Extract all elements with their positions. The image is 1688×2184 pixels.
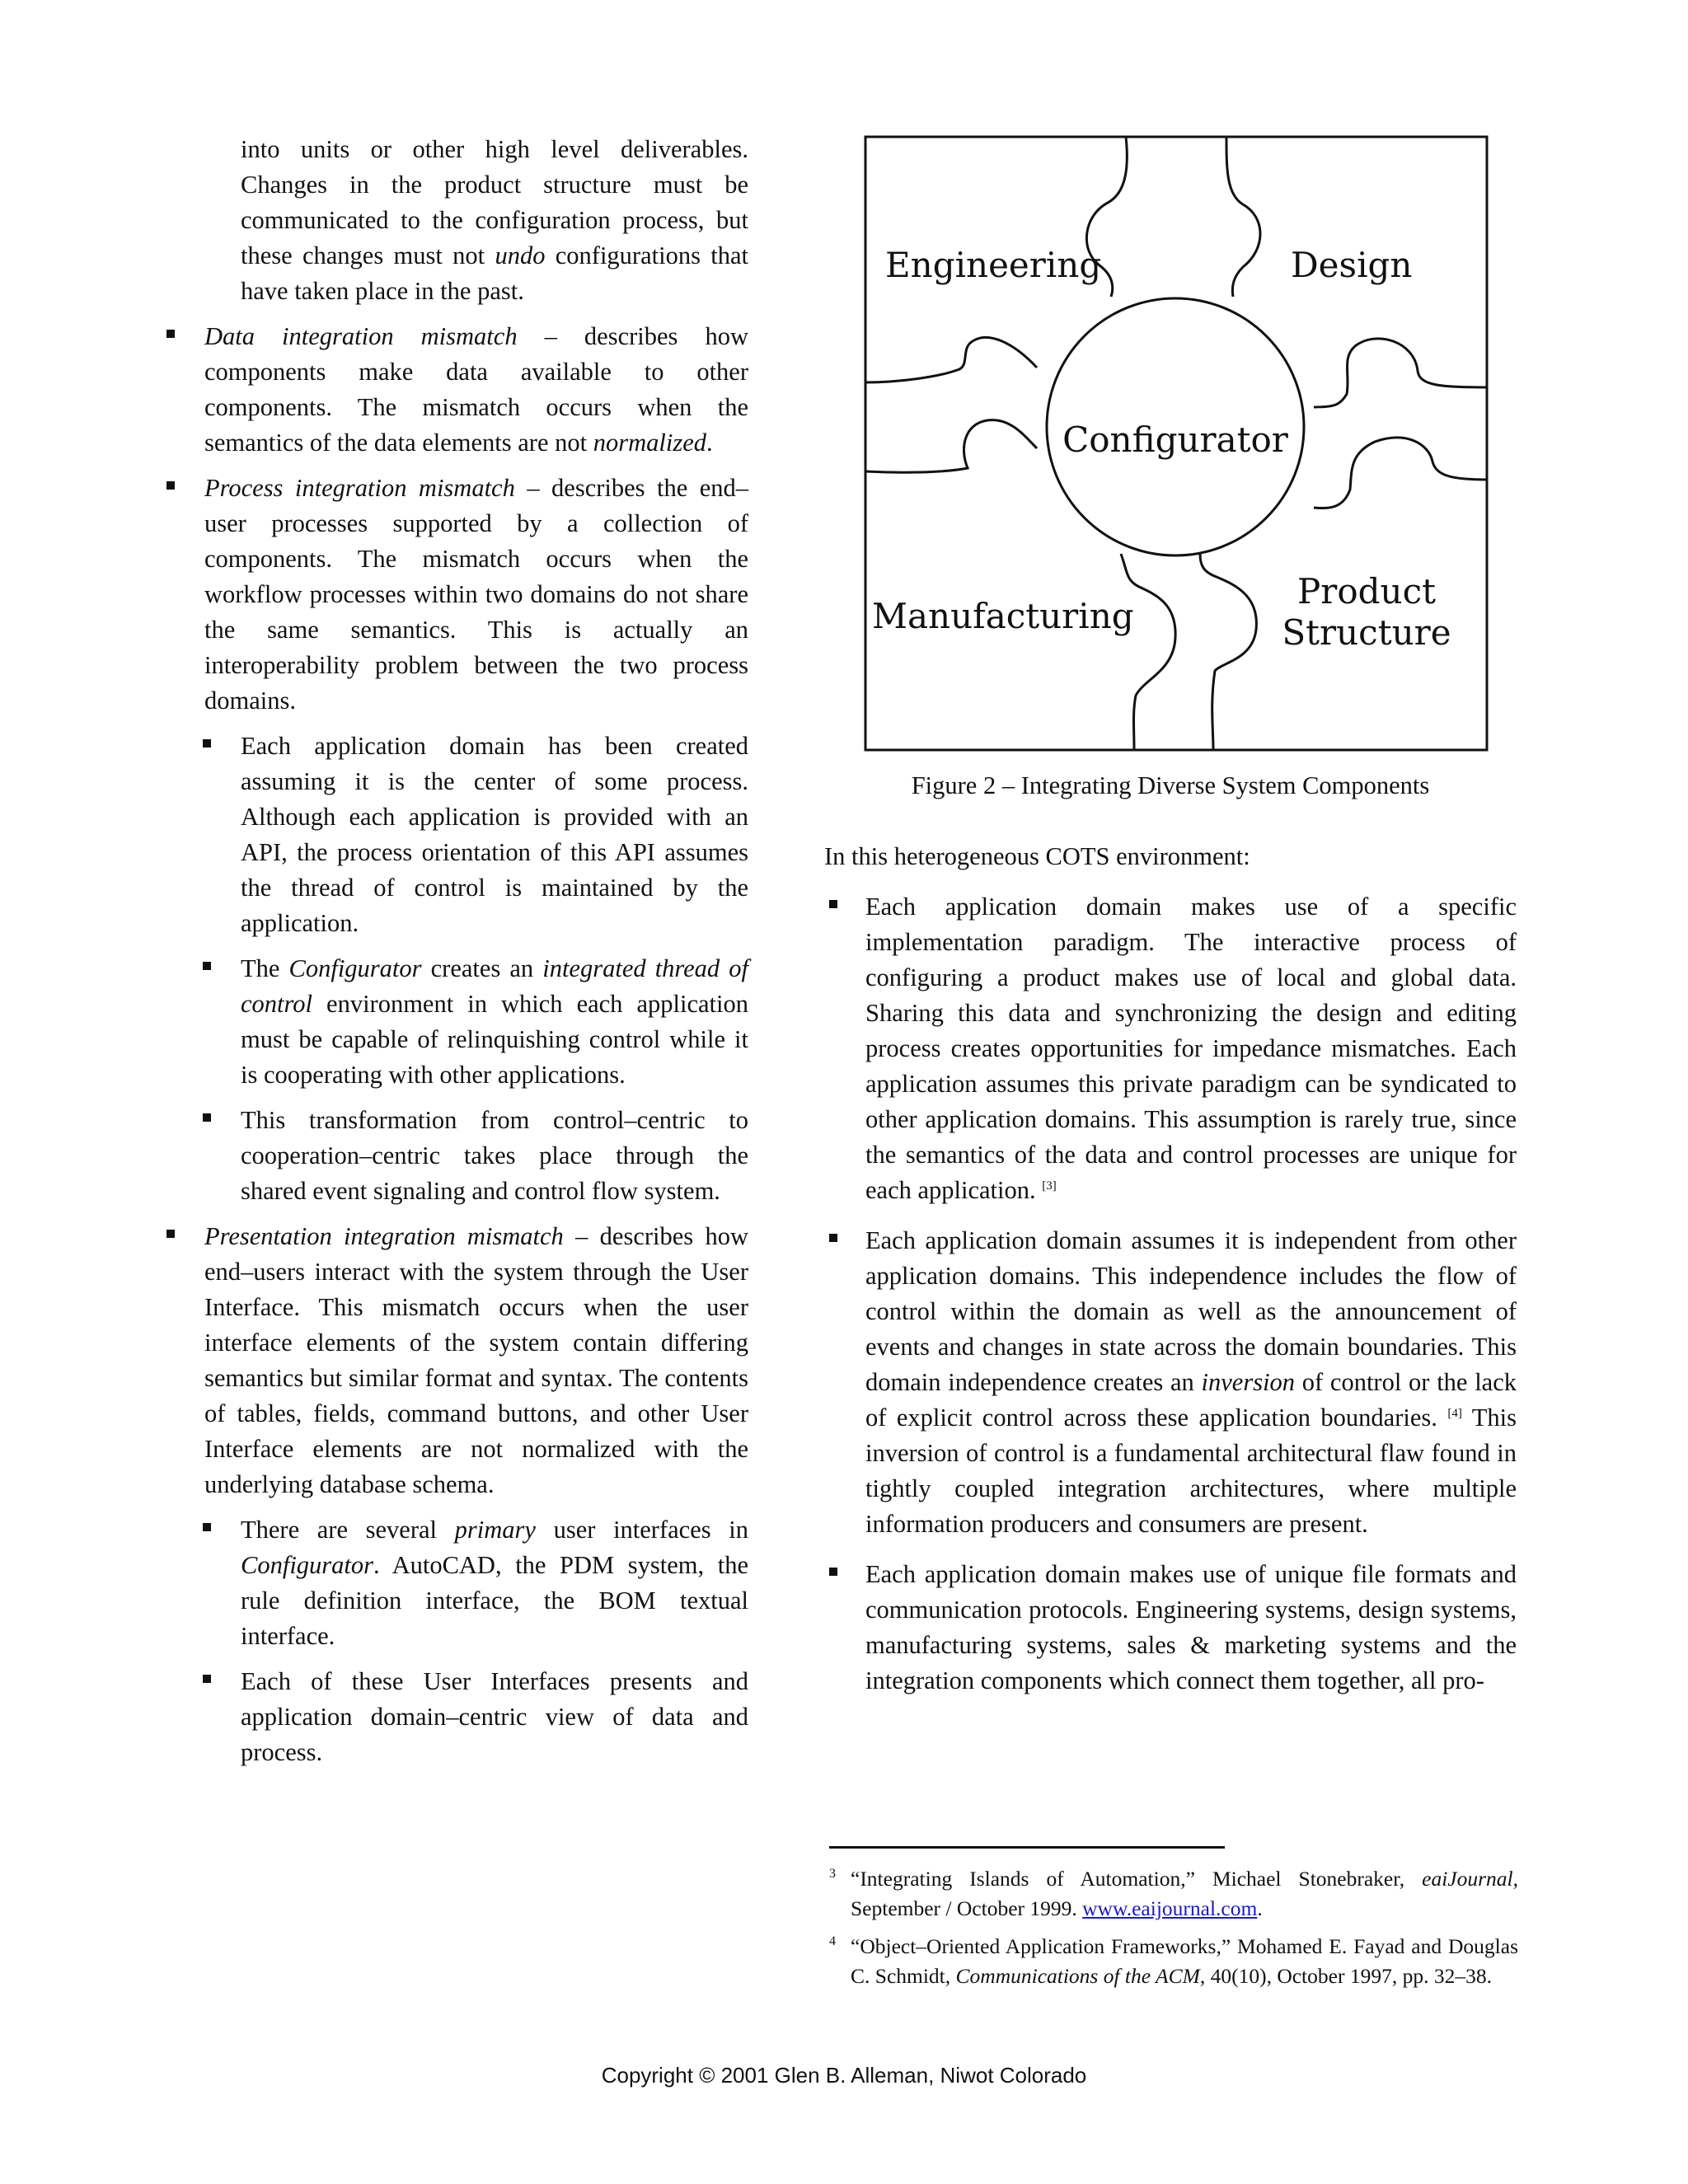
list-item: Each application domain assumes it is independent from other application domains. This independence includes the flow of control within the domain as well as the announcement of events and changes in state across the domain boundaries. This domain independence creates an inversion of control or the lack of explicit control across these application boundaries. [4] This inversion of control is a fundamental architectural flaw found in tightly coupled integration architectures, where multiple information producers and consumers are present. (824, 1223, 1517, 1542)
list-item: Presentation integration mismatch – describes how end–users interact with the system through the User Interface. This mismatch occurs when the user interface elements of the system contain differing semantics but similar format and syntax. The contents of tables, fields, command buttons, and other User Interface elements are not normalized with the underlying database schema. (162, 1219, 748, 1502)
label-manufacturing: Manufacturing (872, 596, 1134, 636)
list-item: Data integration mismatch – describes how components make data available to other components. The mismatch occurs when the semantics of the data elements are not normalized. (162, 319, 748, 461)
left-column (162, 132, 748, 1770)
bullet-icon (203, 1675, 211, 1683)
mismatch-list (162, 319, 748, 1770)
seam-left (865, 337, 1037, 382)
bullet-icon (203, 739, 211, 748)
seam-left-low (865, 420, 1037, 473)
seam-right (1314, 339, 1487, 407)
list-item: Each application domain makes use of a specific implementation paradigm. The interactive process of configuring a product makes use of local and global data. Sharing this data and synchronizing the design and editing process creates opportunities for impedance mismatches. Each application assumes this private paradigm can be syndicated to other application domains. This assumption is rarely true, since the semantics of the data and control processes are unique for each application. [3] (824, 889, 1517, 1208)
reference-4: [4] (1447, 1406, 1462, 1420)
seam-bottom-right (1200, 554, 1256, 750)
label-design: Design (1291, 245, 1413, 285)
footnote-3: 3 “Integrating Islands of Automation,” Michael Stonebraker, eaiJournal, September / October 1999. www.eaijournal.com. (829, 1864, 1518, 1924)
sub-list-item: The Configurator creates an integrated thread of control environment in which each application must be capable of relinquishing control while it is cooperating with other applications. (162, 951, 748, 1093)
intro-paragraph: In this heterogeneous COTS environment: (824, 842, 1250, 870)
reference-3: [3] (1042, 1179, 1057, 1193)
continuation-paragraph: into units or other high level deliverables. Changes in the product structure must be communicated to the configuration process, but these changes must not undo configurations that have taken place in the past. (241, 135, 748, 305)
bullet-icon (829, 900, 837, 908)
bullet-icon (166, 330, 175, 338)
sub-list-item: There are several primary user interfaces in Configurator. AutoCAD, the PDM system, the rule definition interface, the BOM textual interface. (162, 1512, 748, 1654)
footnote-rule (829, 1846, 1225, 1849)
sub-list-item: Each application domain has been created assuming it is the center of some process. Although each application is provided with an API, the process orientation of this API assumes the thread of control is maintained by the application. (162, 729, 748, 941)
bullet-icon (166, 1230, 175, 1238)
eaijournal-link[interactable]: www.eaijournal.com (1082, 1896, 1258, 1920)
copyright-footer: Copyright © 2001 Glen B. Alleman, Niwot Colorado (601, 2063, 1087, 2088)
figure-caption: Figure 2 – Integrating Diverse System Components (911, 771, 1430, 799)
footnote-marker: 3 (829, 1867, 836, 1881)
seam-bottom (1121, 554, 1175, 750)
sub-list-item: This transformation from control–centric to cooperation–centric takes place through the shared event signaling and control flow system. (162, 1103, 748, 1209)
label-engineering: Engineering (885, 245, 1102, 285)
seam-top-right (1226, 137, 1260, 297)
puzzle-figure (864, 135, 1489, 752)
bullet-icon (829, 1568, 837, 1576)
puzzle-diagram (864, 135, 1489, 752)
footnotes (829, 1864, 1518, 1999)
footnote-marker: 4 (829, 1934, 836, 1948)
bullet-icon (203, 1113, 211, 1122)
footnote-4: 4 “Object–Oriented Application Frameworks,” Mohamed E. Fayad and Douglas C. Schmidt, Communications of the ACM, 40(10), October 1997, pp. 32–38. (829, 1932, 1518, 1991)
bullet-icon (203, 962, 211, 970)
cots-list (824, 889, 1517, 1699)
right-column (824, 839, 1517, 1699)
list-item: Process integration mismatch – describes the end–user processes supported by a collection of components. The mismatch occurs when the workflow processes within two domains do not share the same semantics. This is actually an interoperability problem between the two process domains. (162, 471, 748, 719)
bullet-icon (829, 1234, 837, 1242)
label-configurator: Configurator (1062, 419, 1288, 460)
label-structure: Structure (1282, 612, 1451, 653)
seam-right-low (1314, 438, 1487, 509)
bullet-icon (203, 1523, 211, 1531)
bullet-icon (166, 481, 175, 490)
list-item: Each application domain makes use of unique file formats and communication protocols. Engineering systems, design systems, manufacturing systems, sales & marketing systems and the integration components which connect them together, all pro- (824, 1557, 1517, 1699)
label-product: Product (1297, 571, 1436, 612)
sub-list-item: Each of these User Interfaces presents and application domain–centric view of data and process. (162, 1664, 748, 1770)
